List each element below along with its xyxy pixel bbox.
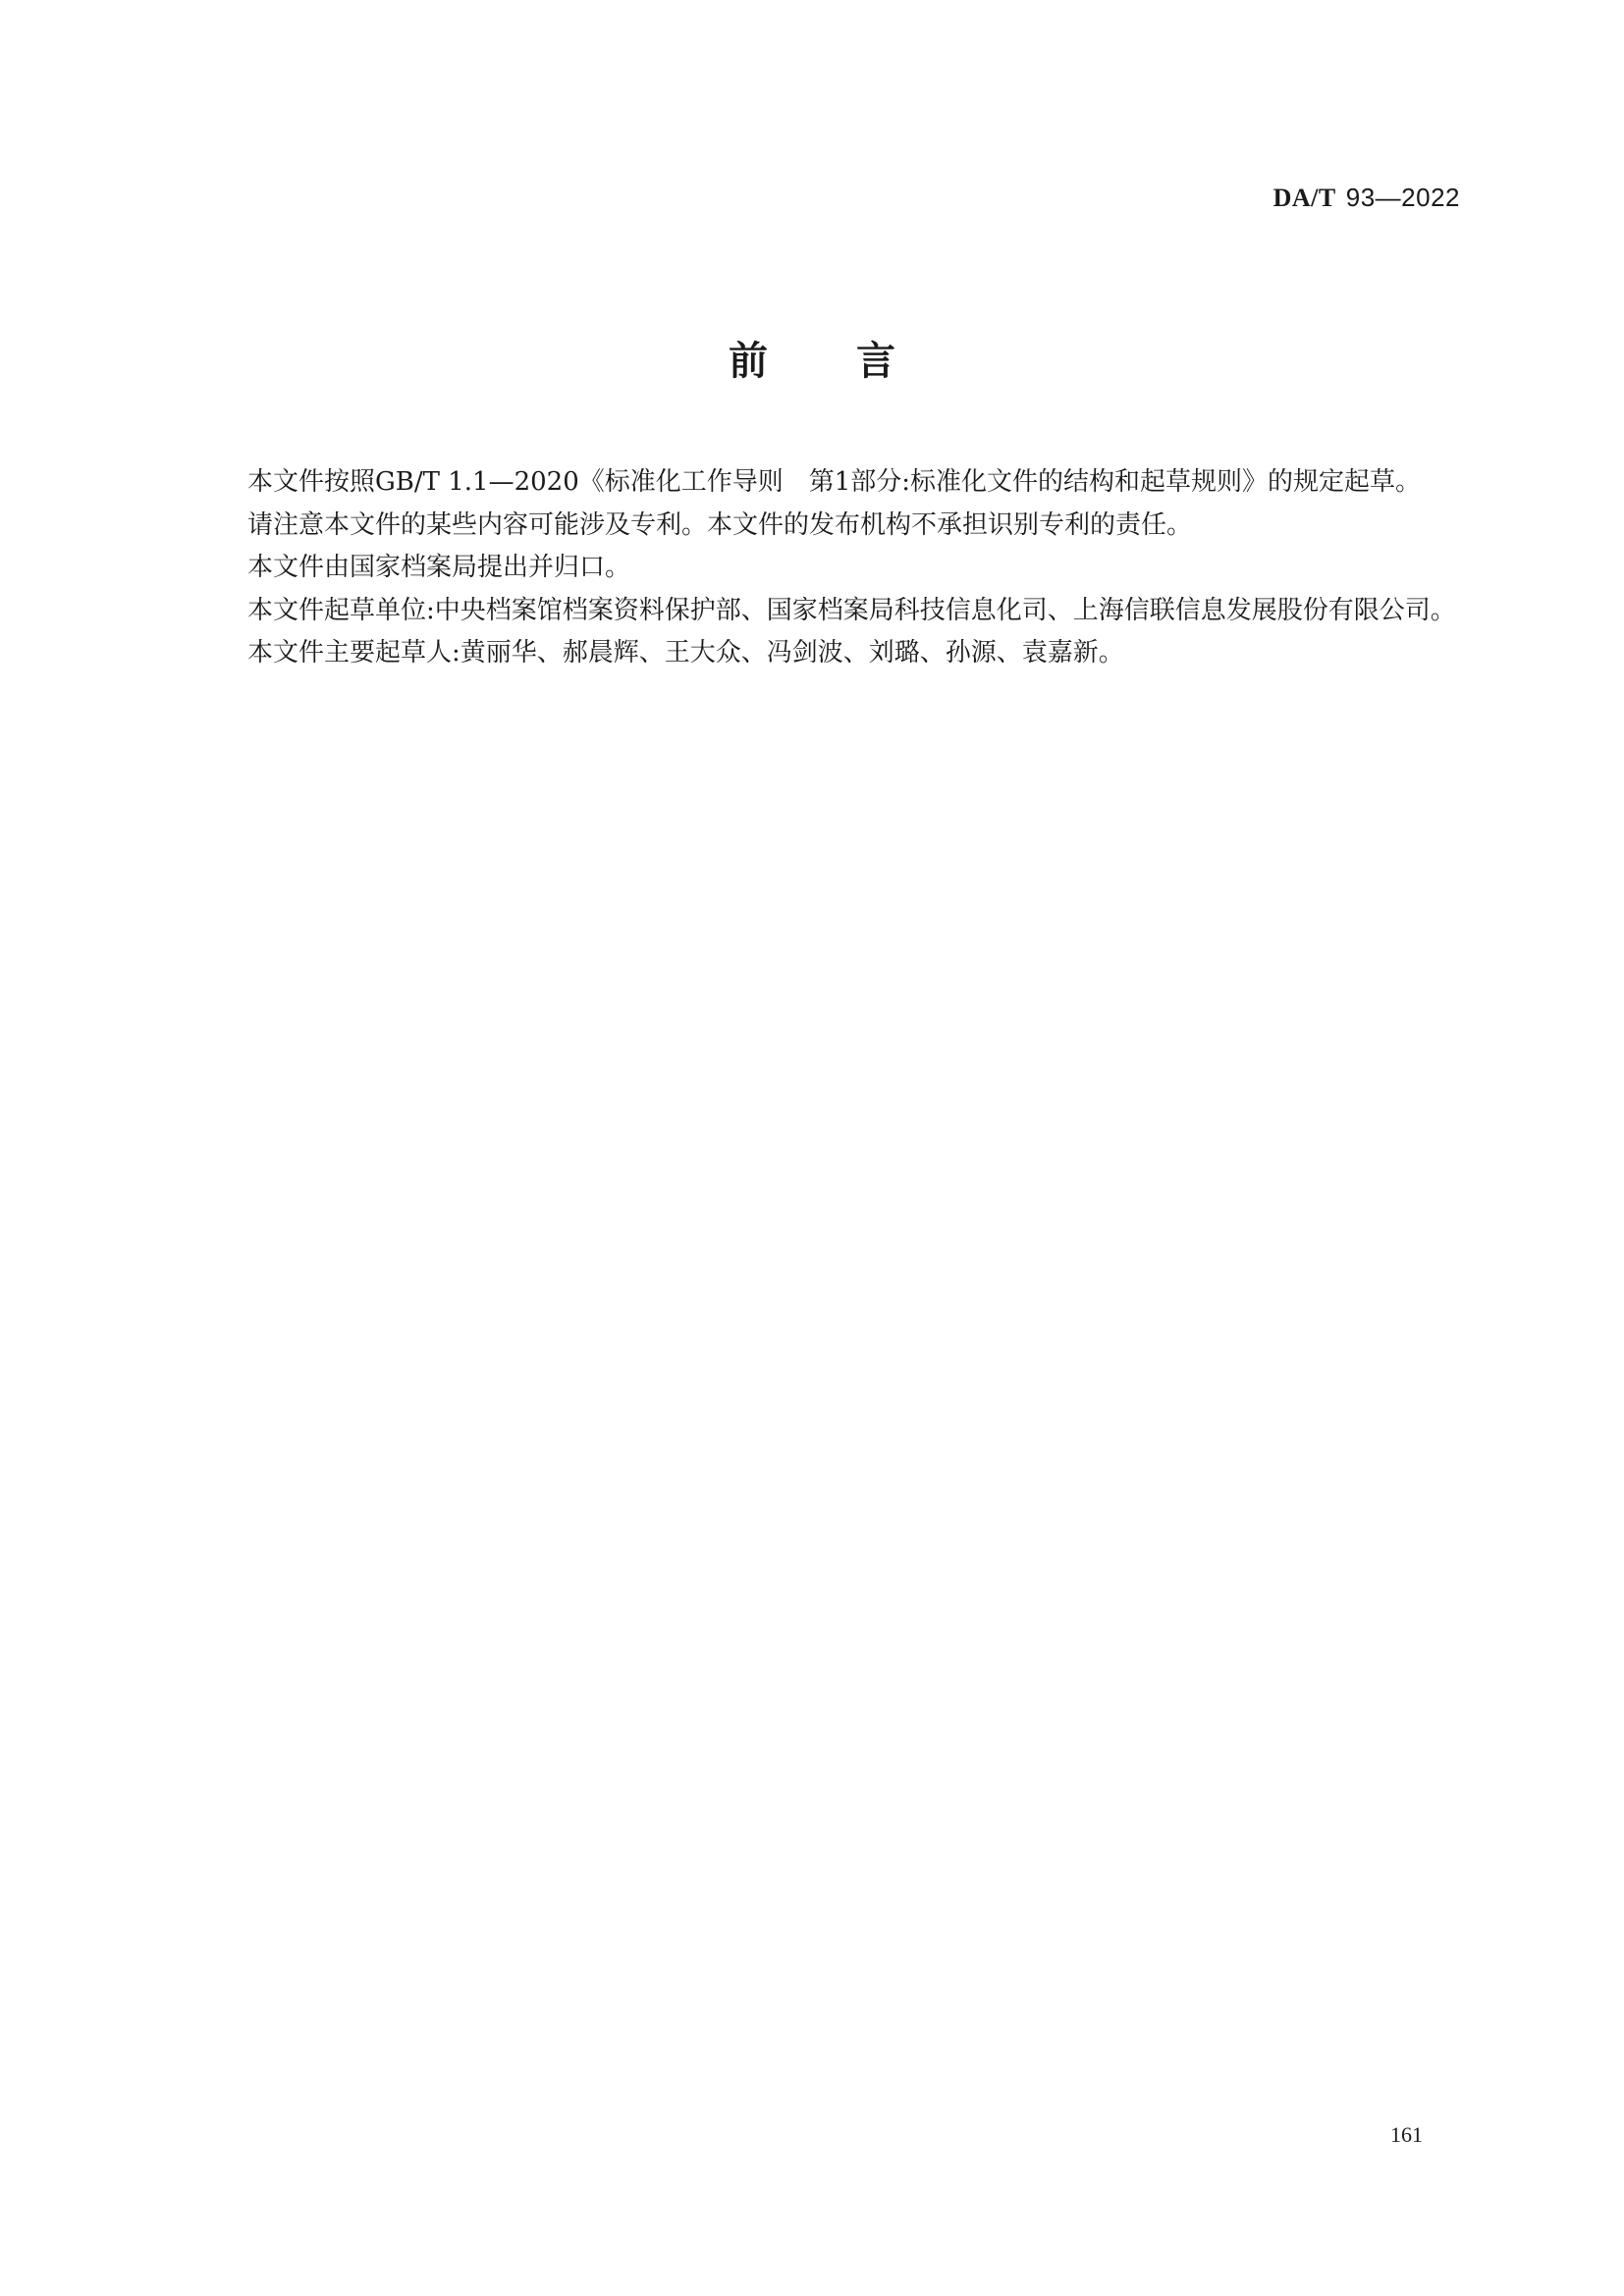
title-char-1: 前 [729,339,768,384]
page-title [0,330,1624,386]
document-code-number: 93—2022 [1345,183,1460,212]
document-code-prefix: DA/T [1272,184,1336,212]
paragraph-drafting-units: 本文件起草单位:中央档案馆档案资料保护部、国家档案局科技信息化司、上海信联信息发展股份有限公司。 [247,595,1456,625]
paragraph-drafters: 本文件主要起草人:黄丽华、郝晨辉、王大众、冯剑波、刘璐、孙源、袁嘉新。 [247,638,1124,667]
paragraph-patent-notice: 请注意本文件的某些内容可能涉及专利。本文件的发布机构不承担识别专利的责任。 [247,509,1193,540]
foreword-body [192,461,1459,675]
paragraph-drafting-basis: 本文件按照GB/T 1.1—2020《标准化工作导则 第1部分:标准化文件的结构和起草规则》的规定起草。 [247,467,1422,497]
document-code-header [1273,183,1460,213]
title-char-2: 言 [856,339,895,384]
page-number: 161 [1390,2122,1423,2147]
paragraph-proposer: 本文件由国家档案局提出并归口。 [247,553,631,582]
